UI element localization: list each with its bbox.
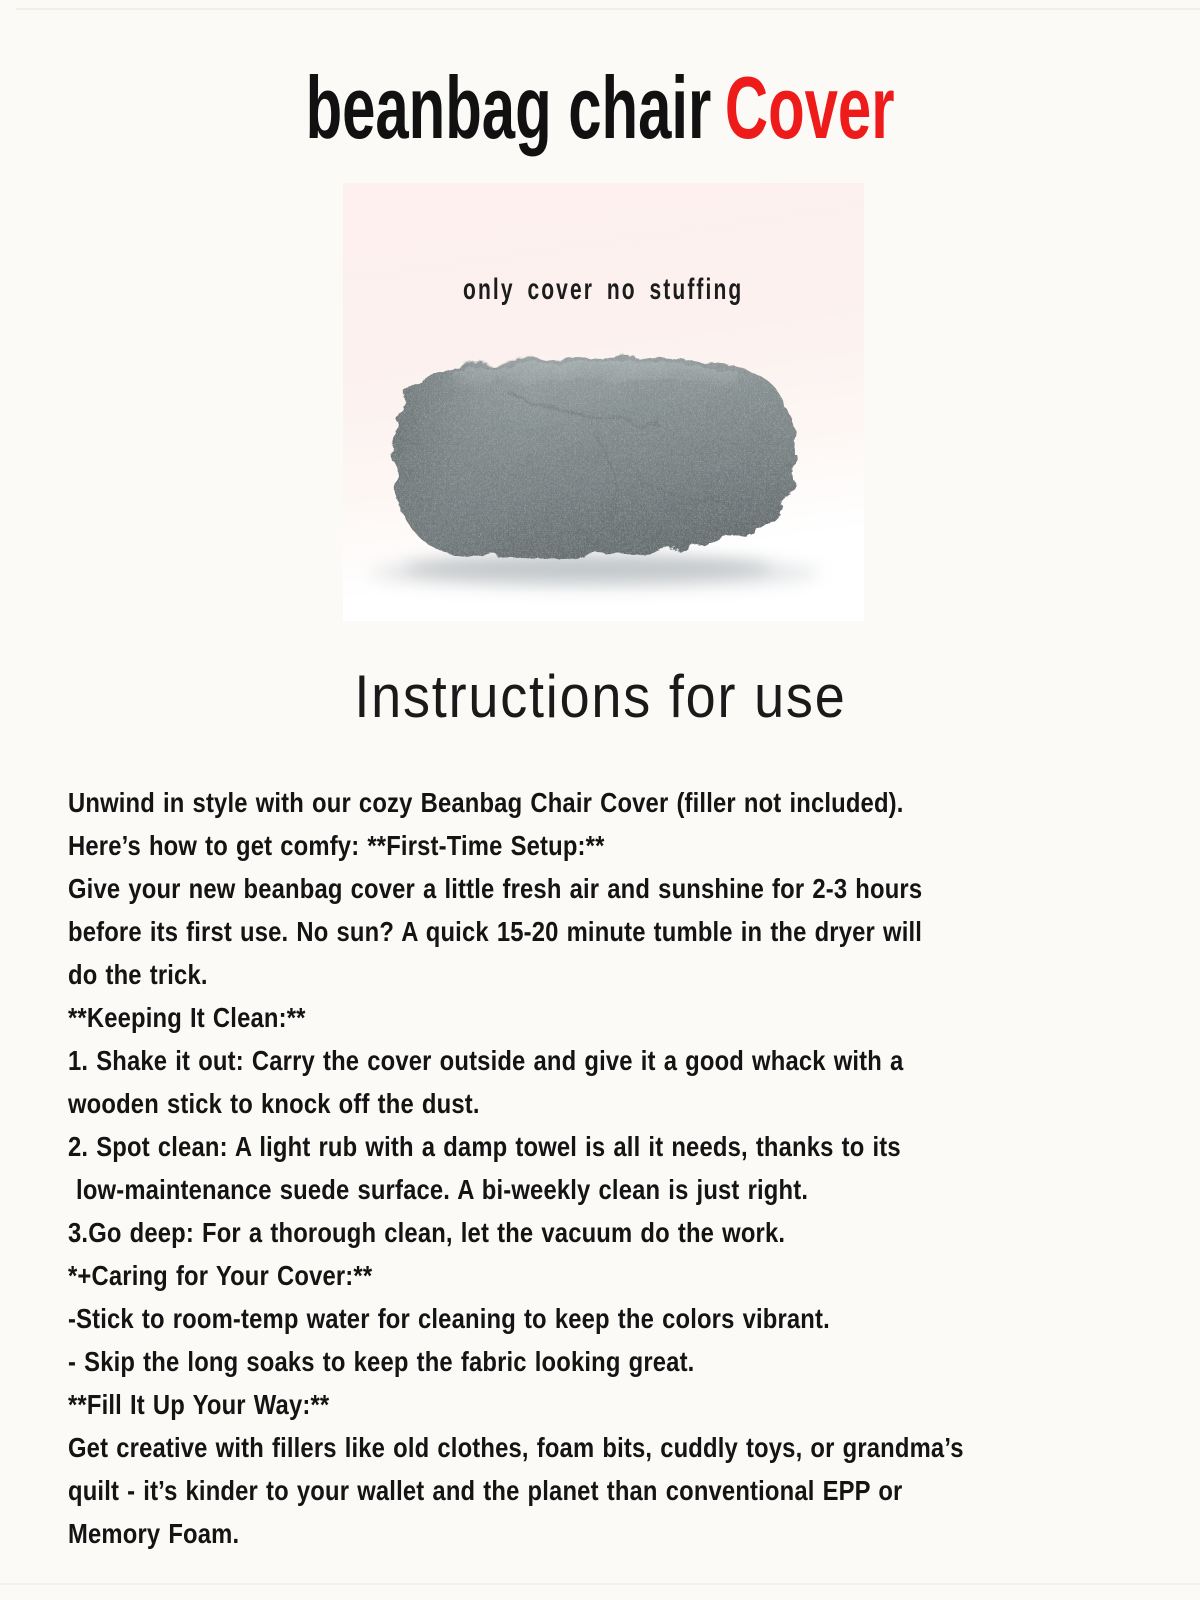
instructions-heading [0,662,1200,731]
instructions-heading-text: Instructions for use [353,663,847,730]
instruction-line: Get creative with fillers like old clothes, foam bits, cuddly toys, or grandma’s [68,1432,964,1463]
instruction-line: Give your new beanbag cover a little fresh air and sunshine for 2-3 hours [68,873,923,904]
instruction-line: *+Caring for Your Cover:** [68,1260,373,1291]
instruction-line: 2. Spot clean: A light rub with a damp towel is all it needs, thanks to its [68,1131,901,1162]
instruction-line: wooden stick to knock off the dust. [68,1088,480,1119]
page-title-text [306,58,895,158]
instruction-line: Memory Foam. [68,1518,240,1549]
plush-roll-illustration [343,183,864,621]
instruction-line: before its first use. No sun? A quick 15-20 minute tumble in the dryer will [68,916,923,947]
instructions-text [68,781,1160,1555]
title-red-part: Cover [724,58,895,157]
instruction-line: do the trick. [68,959,208,990]
page-title [0,58,1200,158]
instruction-line: 3.Go deep: For a thorough clean, let the vacuum do the work. [68,1217,786,1248]
product-caption-text: only cover no stuffing [463,273,744,306]
instruction-line: Here’s how to get comfy: **First-Time Setup:** [68,830,605,861]
title-black-part: beanbag chair [305,58,712,157]
top-divider [16,8,1200,10]
bottom-divider [0,1583,1200,1585]
roll-shadow [370,555,820,590]
instruction-line: quilt - it’s kinder to your wallet and the planet than conventional EPP or [68,1475,903,1506]
instruction-line: 1. Shake it out: Carry the cover outside and give it a good whack with a [68,1045,904,1076]
instruction-line: Unwind in style with our cozy Beanbag Chair Cover (filler not included). [68,787,904,818]
roll-body [394,357,796,557]
instruction-line: low-maintenance suede surface. A bi-weekly clean is just right. [68,1174,809,1205]
instruction-line: **Keeping It Clean:** [68,1002,306,1033]
instruction-line: - Skip the long soaks to keep the fabric looking great. [68,1346,695,1377]
product-photo [343,183,864,621]
instruction-line: **Fill It Up Your Way:** [68,1389,330,1420]
instruction-line: -Stick to room-temp water for cleaning to keep the colors vibrant. [68,1303,830,1334]
